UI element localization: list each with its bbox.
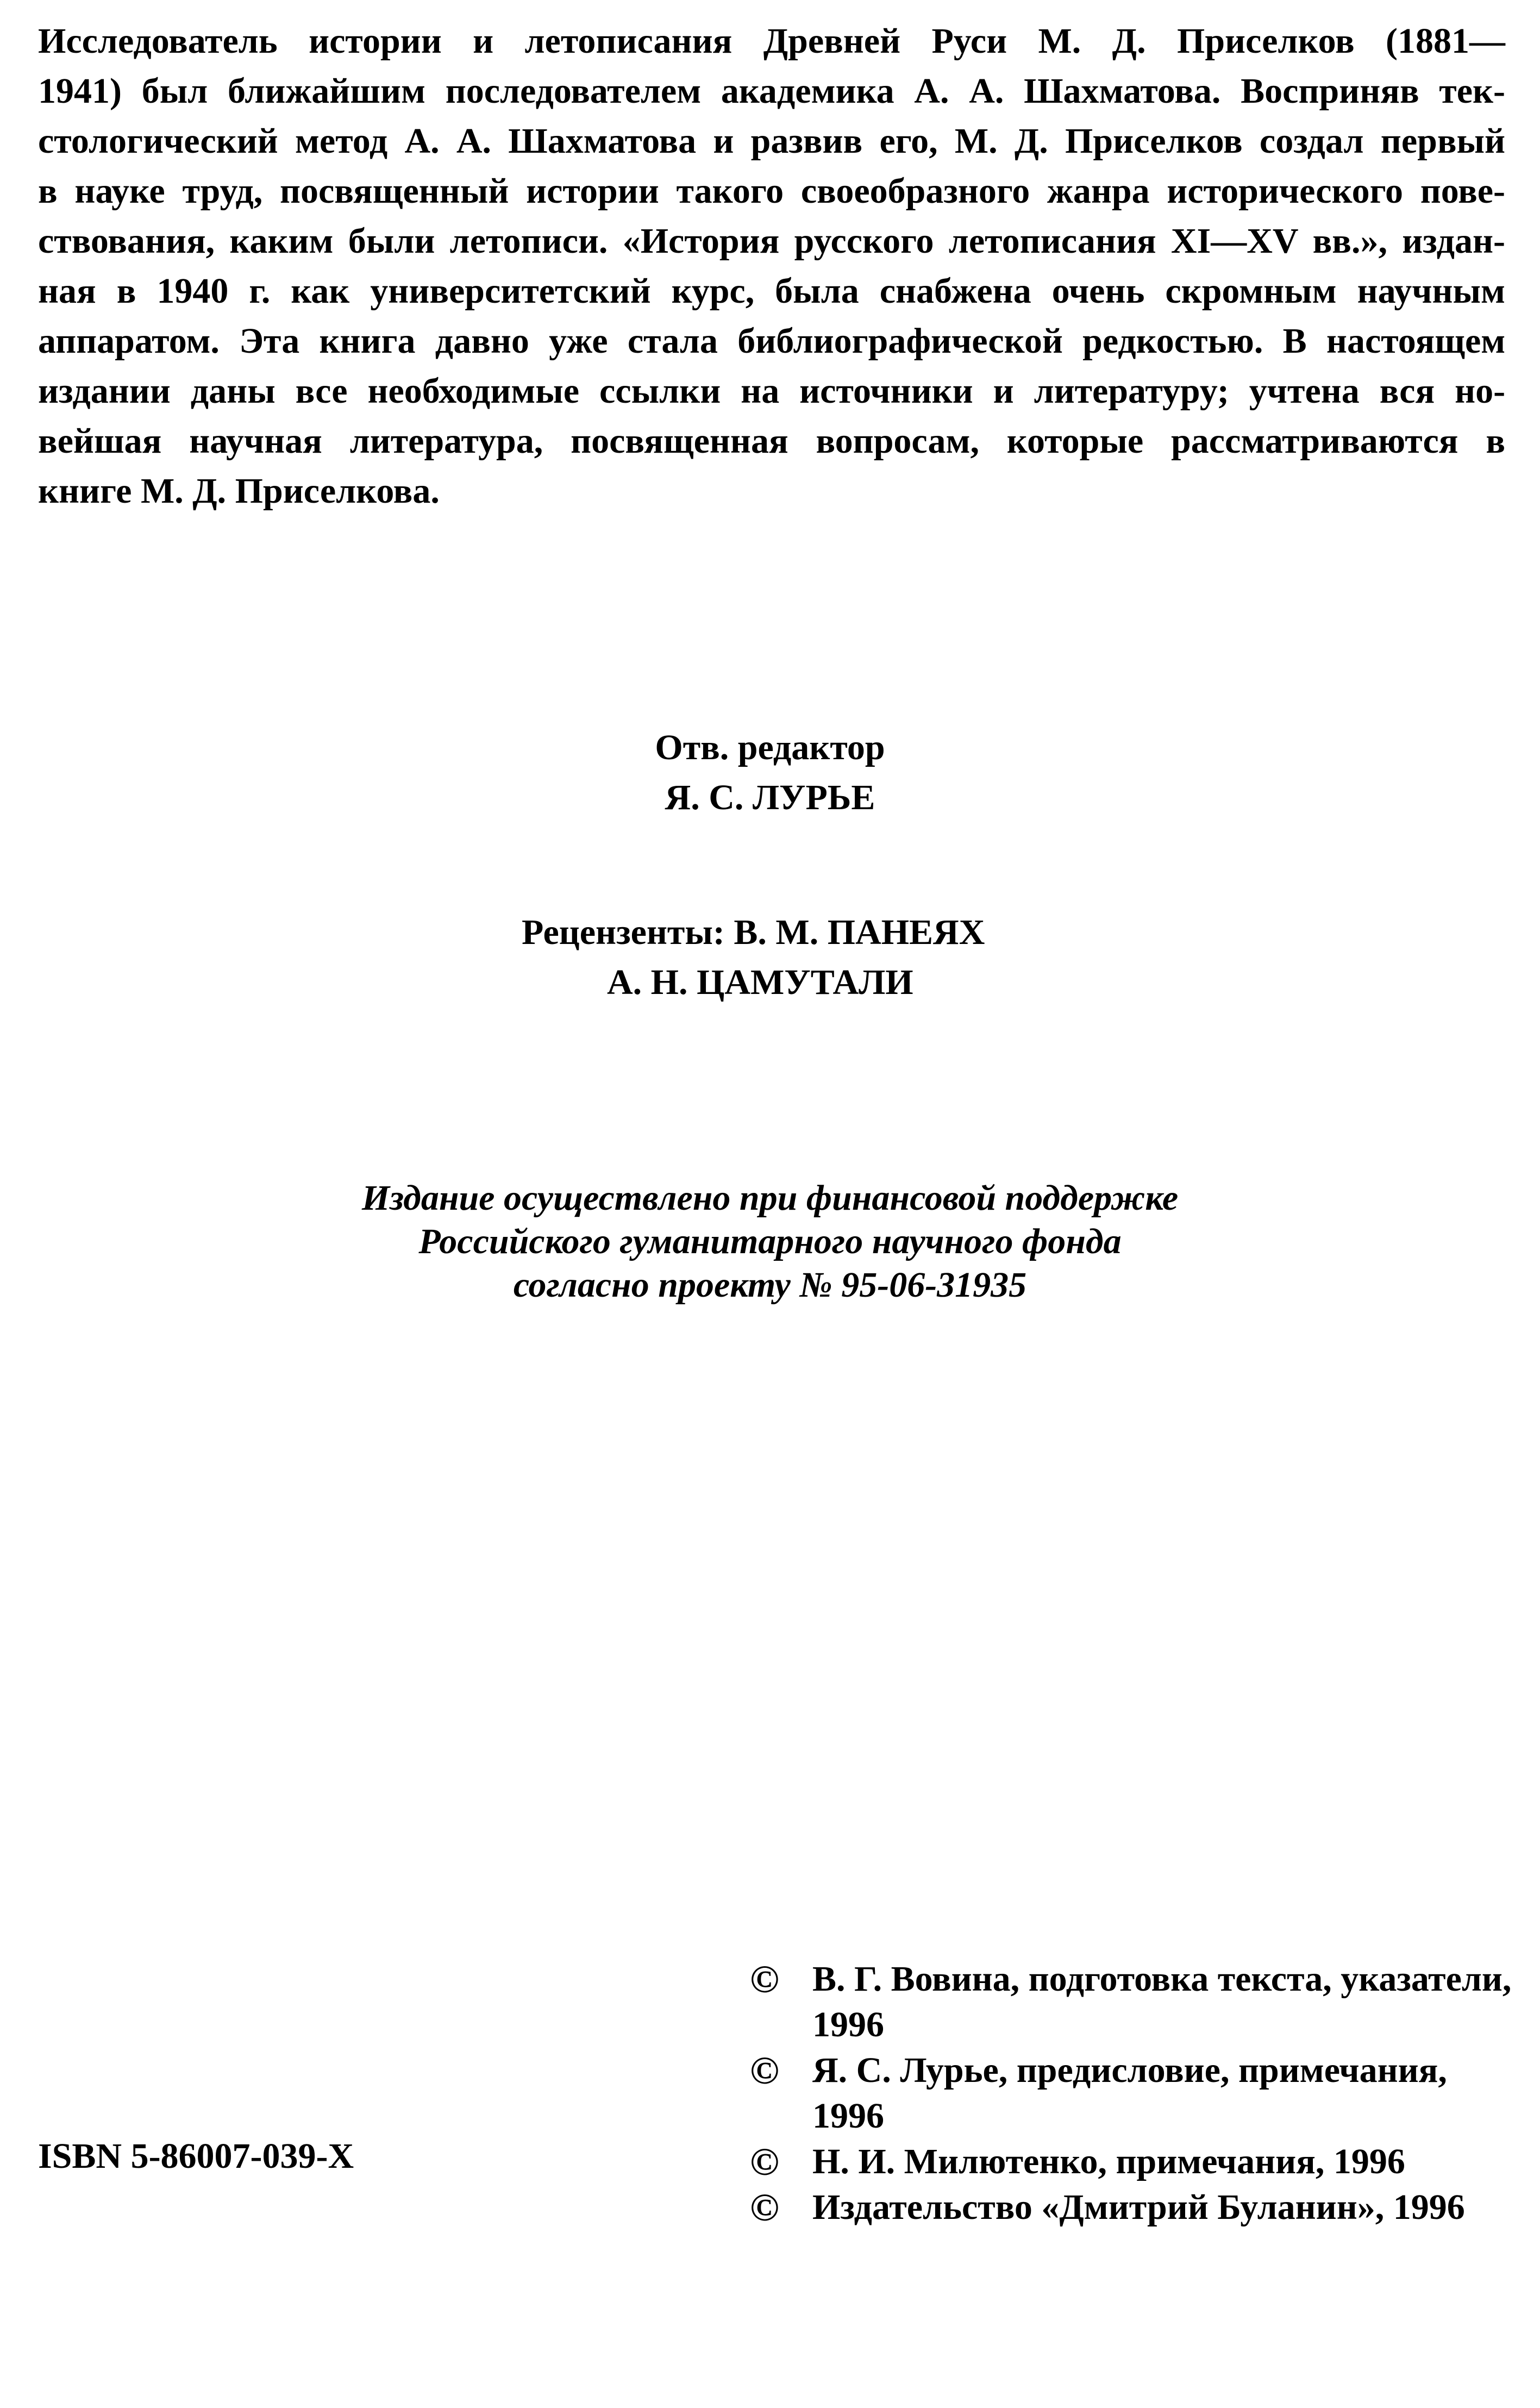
copyright-item — [750, 1956, 1522, 2048]
reviewer-name-2: А. Н. ЦАМУТАЛИ — [607, 962, 913, 1002]
copyright-text: Издательство «Дмитрий Буланин», 1996 — [812, 2187, 1465, 2227]
editor-label: Отв. редактор — [655, 728, 885, 767]
copyright-icon: © — [750, 2140, 779, 2184]
editor-name: Я. С. ЛУРЬЕ — [665, 778, 875, 817]
abstract-paragraph — [38, 16, 1505, 516]
abstract-line: в науке труд, посвященный истории такого своеобразного жанра исторического пове- — [38, 171, 1506, 211]
funding-line-2: Российского гуманитарного научного фонда — [418, 1222, 1122, 1261]
copyright-item — [750, 2185, 1522, 2230]
reviewers-label: Рецензенты: — [522, 912, 725, 952]
copyright-list — [750, 1956, 1522, 2230]
abstract-line: издании даны все необходимые ссылки на источники и литературу; учтена вся но- — [38, 371, 1506, 411]
isbn: ISBN 5-86007-039-X — [38, 2136, 354, 2176]
abstract-line: ная в 1940 г. как университетский курс, была снабжена очень скромным научным — [38, 271, 1505, 311]
copyright-text: Н. И. Милютенко, примечания, 1996 — [812, 2142, 1405, 2181]
copyright-text: Я. С. Лурье, предисловие, примечания, 1996 — [812, 2050, 1447, 2136]
funding-line-3: согласно проекту № 95-06-31935 — [513, 1265, 1027, 1305]
copyright-item — [750, 2048, 1522, 2139]
funding-note — [0, 1177, 1540, 1307]
editor-block — [0, 723, 1540, 823]
abstract-line: стологический метод А. А. Шахматова и развив его, М. Д. Приселков создал первый — [38, 121, 1506, 161]
abstract-line: вейшая научная литература, посвященная вопросам, которые рассматриваются в — [38, 421, 1505, 461]
reviewers-line-2 — [607, 958, 913, 1008]
abstract-line: книге М. Д. Приселкова. — [38, 471, 440, 511]
reviewers-line-1 — [522, 908, 985, 958]
copyright-icon: © — [750, 2049, 779, 2092]
abstract-line: ствования, каким были летописи. «История русского летописания XI—XV вв.», издан- — [38, 221, 1505, 261]
copyright-item — [750, 2139, 1522, 2185]
copyright-icon: © — [750, 2186, 779, 2229]
copyright-text: В. Г. Вовина, подготовка текста, указатели, 1996 — [812, 1959, 1512, 2044]
funding-line-1: Издание осуществлено при финансовой поддержке — [361, 1178, 1179, 1218]
reviewer-name-1: В. М. ПАНЕЯХ — [734, 912, 985, 952]
abstract-line: Исследователь истории и летописания Древней Руси М. Д. Приселков (1881— — [38, 21, 1505, 61]
abstract-line: 1941) был ближайшим последователем академика А. А. Шахматова. Восприняв тек- — [38, 71, 1506, 111]
abstract-line: аппаратом. Эта книга давно уже стала библиографической редкостью. В настоящем — [38, 321, 1506, 361]
copyright-icon: © — [750, 1957, 779, 2001]
